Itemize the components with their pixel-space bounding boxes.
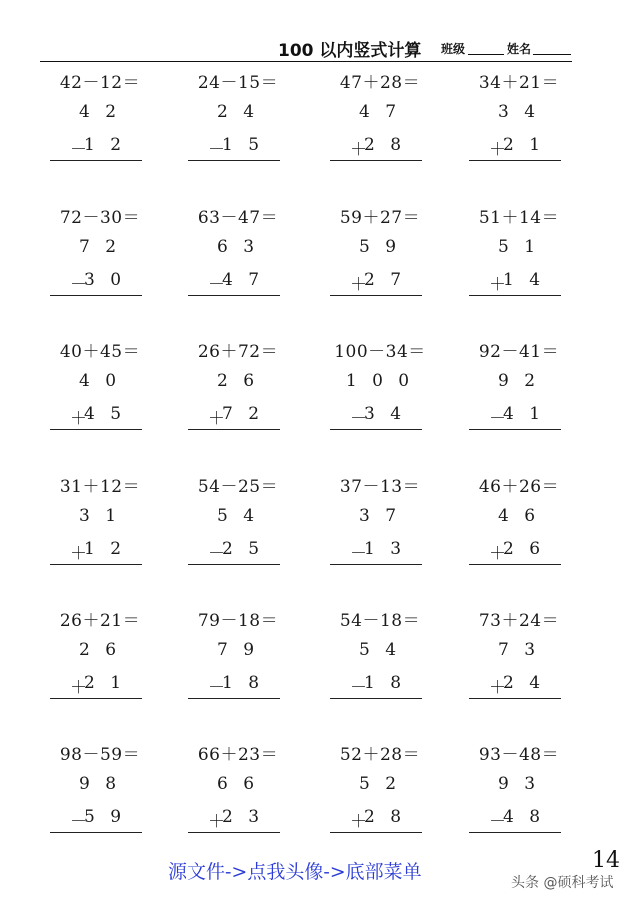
operator-sign: ＋ (489, 140, 506, 160)
top-operand: 5 1 (497, 237, 541, 257)
problem-cell (330, 337, 470, 447)
answer-rule[interactable] (188, 160, 280, 161)
problem-cell (50, 68, 190, 178)
answer-rule[interactable] (330, 429, 422, 430)
top-operand: 6 3 (216, 237, 260, 257)
bottom-operand: 2 1 (502, 135, 546, 155)
answer-rule[interactable] (469, 564, 561, 565)
bottom-operand: 1 5 (221, 135, 265, 155)
operator-sign: ＋ (350, 812, 367, 832)
answer-rule[interactable] (469, 832, 561, 833)
problem-expression: 40＋45＝ (59, 342, 141, 362)
bottom-operand: 1 4 (502, 270, 546, 290)
top-operand: 4 0 (78, 371, 122, 391)
top-operand: 3 7 (358, 506, 402, 526)
top-operand: 5 9 (358, 237, 402, 257)
problem-cell (188, 606, 328, 716)
answer-rule[interactable] (330, 160, 422, 161)
top-operand: 4 7 (358, 102, 402, 122)
bottom-operand: 4 8 (502, 807, 546, 827)
answer-rule[interactable] (188, 429, 280, 430)
answer-rule[interactable] (50, 429, 142, 430)
problem-expression: 54－18＝ (339, 611, 421, 631)
top-operand: 2 6 (78, 640, 122, 660)
operator-sign: ＋ (489, 678, 506, 698)
header-divider (40, 61, 572, 62)
answer-rule[interactable] (469, 698, 561, 699)
problem-cell (469, 68, 609, 178)
bottom-operand: 4 7 (221, 270, 265, 290)
operator-sign: － (489, 409, 506, 429)
bottom-operand: 1 2 (83, 539, 127, 559)
answer-rule[interactable] (469, 429, 561, 430)
operator-sign: － (208, 275, 225, 295)
problem-expression: 26＋21＝ (59, 611, 141, 631)
top-operand: 4 6 (497, 506, 541, 526)
top-operand: 3 4 (497, 102, 541, 122)
problem-cell (469, 203, 609, 313)
operator-sign: － (70, 275, 87, 295)
problem-expression: 26＋72＝ (197, 342, 279, 362)
problem-expression: 79－18＝ (197, 611, 279, 631)
top-operand: 3 1 (78, 506, 122, 526)
problem-cell (50, 203, 190, 313)
problem-cell (330, 203, 470, 313)
top-operand: 4 2 (78, 102, 122, 122)
bottom-operand: 1 3 (363, 539, 407, 559)
problem-expression: 31＋12＝ (59, 477, 141, 497)
class-blank[interactable] (468, 54, 504, 55)
bottom-operand: 4 5 (83, 404, 127, 424)
name-label: 姓名 (507, 42, 532, 56)
bottom-operand: 2 4 (502, 673, 546, 693)
answer-rule[interactable] (188, 832, 280, 833)
bottom-operand: 2 3 (221, 807, 265, 827)
answer-rule[interactable] (50, 698, 142, 699)
operator-sign: － (350, 409, 367, 429)
operator-sign: ＋ (70, 678, 87, 698)
problem-cell (469, 740, 609, 850)
answer-rule[interactable] (50, 564, 142, 565)
bottom-operand: 2 7 (363, 270, 407, 290)
problem-cell (330, 68, 470, 178)
problem-expression: 100－34＝ (334, 342, 426, 362)
operator-sign: ＋ (350, 140, 367, 160)
answer-rule[interactable] (50, 832, 142, 833)
top-operand: 2 4 (216, 102, 260, 122)
operator-sign: － (70, 140, 87, 160)
problem-cell (50, 337, 190, 447)
bottom-operand: 1 8 (221, 673, 265, 693)
problem-expression: 37－13＝ (339, 477, 421, 497)
problem-cell (50, 606, 190, 716)
operator-sign: ＋ (70, 409, 87, 429)
source-file-link[interactable]: 源文件->点我头像->底部菜单 (168, 861, 422, 883)
bottom-operand: 3 4 (363, 404, 407, 424)
problem-expression: 24－15＝ (197, 73, 279, 93)
page-title: 100 以内竖式计算 (278, 41, 422, 61)
top-operand: 5 4 (358, 640, 402, 660)
problem-cell (188, 203, 328, 313)
top-operand: 5 4 (216, 506, 260, 526)
operator-sign: ＋ (350, 275, 367, 295)
problem-expression: 98－59＝ (59, 745, 141, 765)
top-operand: 5 2 (358, 774, 402, 794)
bottom-operand: 7 2 (221, 404, 265, 424)
top-operand: 6 6 (216, 774, 260, 794)
operator-sign: ＋ (208, 812, 225, 832)
page-number: 14 (592, 848, 620, 873)
bottom-operand: 2 5 (221, 539, 265, 559)
bottom-operand: 1 8 (363, 673, 407, 693)
class-label: 班级 (441, 42, 466, 56)
problem-cell (330, 740, 470, 850)
problem-cell (469, 472, 609, 582)
problem-cell (330, 472, 470, 582)
operator-sign: － (70, 812, 87, 832)
operator-sign: ＋ (489, 544, 506, 564)
operator-sign: － (489, 812, 506, 832)
answer-rule[interactable] (50, 160, 142, 161)
answer-rule[interactable] (330, 564, 422, 565)
answer-rule[interactable] (330, 832, 422, 833)
problem-cell (469, 337, 609, 447)
answer-rule[interactable] (188, 564, 280, 565)
problem-cell (188, 68, 328, 178)
operator-sign: － (208, 140, 225, 160)
bottom-operand: 2 1 (83, 673, 127, 693)
operator-sign: － (208, 544, 225, 564)
answer-rule[interactable] (50, 295, 142, 296)
problem-expression: 47＋28＝ (339, 73, 421, 93)
problem-cell (50, 472, 190, 582)
problem-cell (188, 337, 328, 447)
problem-expression: 63－47＝ (197, 208, 279, 228)
problem-expression: 46＋26＝ (478, 477, 560, 497)
page-header (0, 34, 640, 62)
bottom-operand: 2 6 (502, 539, 546, 559)
operator-sign: － (350, 544, 367, 564)
top-operand: 7 3 (497, 640, 541, 660)
bottom-operand: 4 1 (502, 404, 546, 424)
problem-expression: 34＋21＝ (478, 73, 560, 93)
bottom-operand: 2 8 (363, 807, 407, 827)
operator-sign: ＋ (489, 275, 506, 295)
problem-expression: 92－41＝ (478, 342, 560, 362)
operator-sign: ＋ (70, 544, 87, 564)
bottom-operand: 5 9 (83, 807, 127, 827)
problem-expression: 51＋14＝ (478, 208, 560, 228)
answer-rule[interactable] (469, 160, 561, 161)
operator-sign: － (350, 678, 367, 698)
problem-expression: 52＋28＝ (339, 745, 421, 765)
top-operand: 9 2 (497, 371, 541, 391)
top-operand: 9 3 (497, 774, 541, 794)
answer-rule[interactable] (330, 295, 422, 296)
bottom-operand: 3 0 (83, 270, 127, 290)
answer-rule[interactable] (469, 295, 561, 296)
name-blank[interactable] (533, 54, 571, 55)
problem-expression: 93－48＝ (478, 745, 560, 765)
top-operand: 2 6 (216, 371, 260, 391)
operator-sign: ＋ (208, 409, 225, 429)
problem-expression: 73＋24＝ (478, 611, 560, 631)
top-operand: 7 9 (216, 640, 260, 660)
problem-expression: 59＋27＝ (339, 208, 421, 228)
answer-rule[interactable] (330, 698, 422, 699)
operator-sign: － (208, 678, 225, 698)
bottom-operand: 1 2 (83, 135, 127, 155)
watermark: 头条 @硕科考试 (511, 875, 614, 891)
problem-cell (188, 472, 328, 582)
problem-expression: 54－25＝ (197, 477, 279, 497)
answer-rule[interactable] (188, 698, 280, 699)
problem-cell (50, 740, 190, 850)
problem-cell (330, 606, 470, 716)
problem-cell (469, 606, 609, 716)
problem-expression: 72－30＝ (59, 208, 141, 228)
top-operand: 9 8 (78, 774, 122, 794)
bottom-operand: 2 8 (363, 135, 407, 155)
answer-rule[interactable] (188, 295, 280, 296)
problem-cell (188, 740, 328, 850)
problem-expression: 66＋23＝ (197, 745, 279, 765)
top-operand: 7 2 (78, 237, 122, 257)
top-operand: 1 0 0 (345, 371, 415, 391)
problem-expression: 42－12＝ (59, 73, 141, 93)
